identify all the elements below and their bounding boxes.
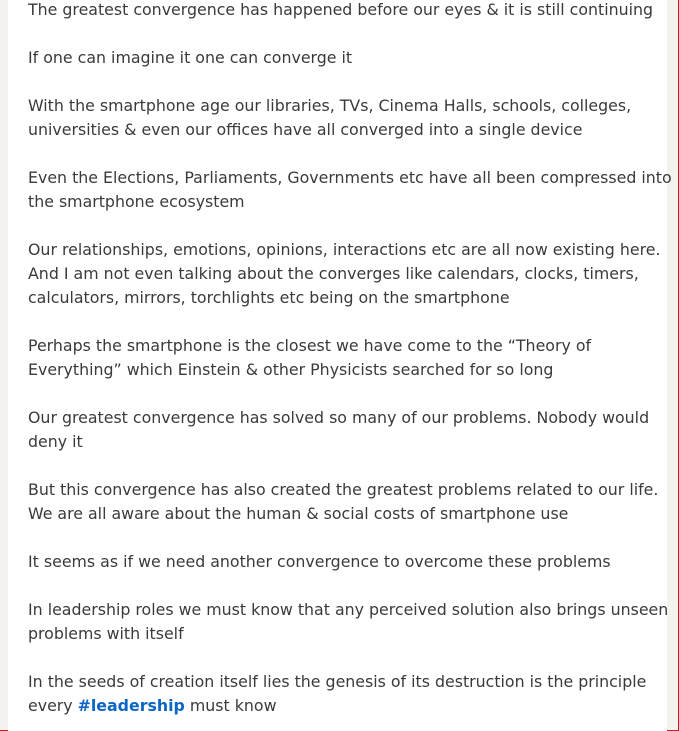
post-line: Our relationships, emotions, opinions, interactions etc are all now existing here. [28, 240, 661, 259]
post-line: But this convergence has also created the greatest problems related to our life. [28, 480, 659, 499]
post-line: Our greatest convergence has solved so many of our problems. Nobody would [28, 408, 650, 427]
post-line: We are all aware about the human & social costs of smartphone use [28, 504, 569, 523]
post-paragraph-2 [28, 46, 668, 70]
post-line: In the seeds of creation itself lies the genesis of its destruction is the principle [28, 672, 647, 691]
post-card [8, 0, 672, 731]
post-line: It seems as if we need another convergence to overcome these problems [28, 552, 611, 571]
post-line: If one can imagine it one can converge it [28, 48, 353, 67]
post-paragraph-3 [28, 94, 668, 142]
post-line: the smartphone ecosystem [28, 192, 245, 211]
post-paragraph-11 [28, 670, 668, 718]
post-line: Everything” which Einstein & other Physicists searched for so long [28, 360, 554, 379]
post-paragraph-6 [28, 334, 668, 382]
post-text: every [28, 696, 78, 715]
post-line: With the smartphone age our libraries, TVs, Cinema Halls, schools, colleges, [28, 96, 632, 115]
post-line: problems with itself [28, 624, 184, 643]
post-line: deny it [28, 432, 83, 451]
post-paragraph-4 [28, 166, 672, 214]
post-line: universities & even our offices have all converged into a single device [28, 120, 583, 139]
post-paragraph-8 [28, 478, 668, 526]
post-paragraph-5 [28, 238, 668, 310]
post-line: calculators, mirrors, torchlights etc being on the smartphone [28, 288, 510, 307]
post-line: Even the Elections, Parliaments, Governments etc have all been compressed into [28, 168, 672, 187]
post-text: must know [184, 696, 277, 715]
post-paragraph-7 [28, 406, 668, 454]
post-paragraph-9 [28, 550, 668, 574]
post-line [28, 694, 668, 718]
post-line: Perhaps the smartphone is the closest we have come to the “Theory of [28, 336, 592, 355]
post-paragraph-10 [28, 598, 668, 646]
hashtag-link[interactable]: #leadership [77, 696, 185, 715]
post-line: And I am not even talking about the converges like calendars, clocks, timers, [28, 264, 639, 283]
post-line: In leadership roles we must know that any perceived solution also brings unseen [28, 600, 669, 619]
post-paragraph-1 [28, 0, 668, 22]
post-line: The greatest convergence has happened before our eyes & it is still continuing [28, 0, 654, 19]
